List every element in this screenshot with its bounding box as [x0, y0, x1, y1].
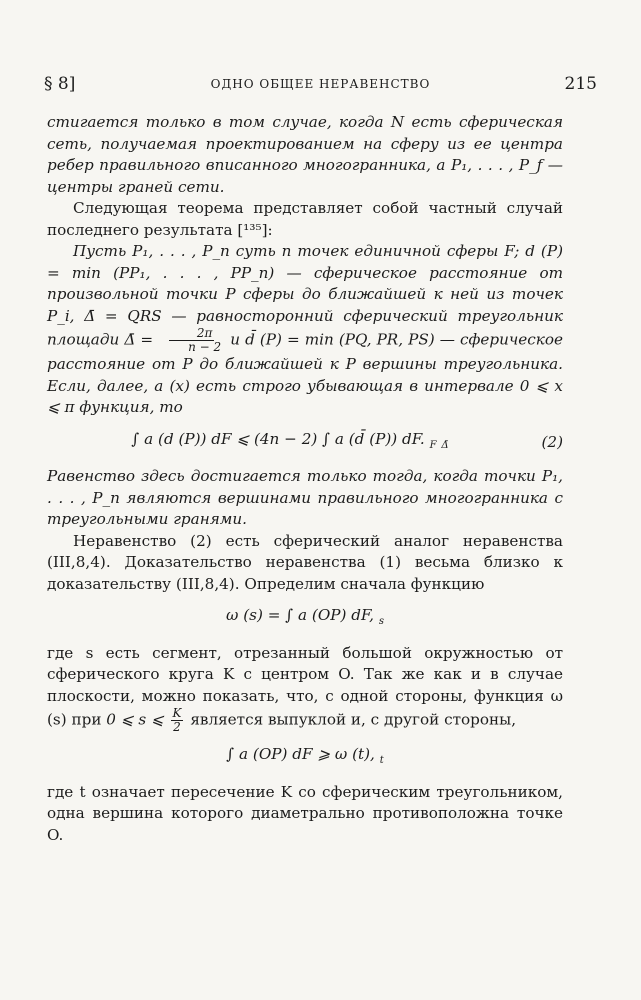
formula-4-text: ∫ a (OP) dF ⩾ ω (t),	[226, 745, 375, 763]
page-body	[47, 112, 563, 846]
formula-3-text: ω (s) = ∫ a (OP) dF,	[226, 606, 374, 624]
area-lhs: Δ̄ =	[124, 330, 154, 349]
formula-2	[47, 429, 533, 457]
theorem-part-b: и d̄ (P) = min (PQ, PR, PS) — сферическое расстояние от P до ближайшей к P вершины треугольника. Если, далее, a (x) есть строго убывающая в интервале 0 ⩽ x ⩽ π функция, то	[47, 330, 564, 416]
formula-3	[47, 605, 563, 633]
paragraph-7: где t означает пересечение K со сферическим треугольником, одна вершина которого диаметрально противоположна точке O.	[47, 782, 563, 844]
paragraph-1: стигается только в том случае, когда N есть сферическая сеть, получаемая проектированием на сферу из ее центра ребер правильного вписанного многогранника, а P₁, . . . , P_f — центры граней сети.	[47, 113, 563, 196]
paragraph-2: Следующая теорема представляет собой частный случай последнего результата [¹³⁵]:	[47, 199, 563, 239]
formula-2-line	[47, 429, 563, 457]
area-fraction	[160, 327, 223, 354]
chapter-title: ОДНО ОБЩЕЕ НЕРАВЕНСТВО	[210, 77, 431, 91]
interval-fraction-denominator: 2	[173, 720, 181, 734]
interval-fraction-numerator: K	[172, 706, 182, 720]
area-fraction-denominator: n − 2	[188, 340, 222, 354]
area-fraction-numerator: 2π	[169, 327, 215, 341]
paragraph-5: Неравенство (2) есть сферический аналог неравенства (III,8,4). Доказательство неравенства (1) весьма близко к доказательству (III,8,4). Определим сначала функцию	[47, 531, 563, 593]
page-number: 215	[564, 74, 597, 94]
section-marker: § 8]	[44, 74, 76, 94]
theorem-part-a: Пусть P₁, . . . , P_n суть n точек единичной сферы F; d (P) = min (PP₁, . . . , PP_n) — сферическое расстояние от произвольной точки P сферы до ближайшей к ней из точек P_i, Δ̄ = QRS — равносторонний сферический треугольник площади	[47, 242, 563, 349]
formula-3-sub: s	[378, 616, 384, 627]
paragraph-6	[47, 643, 563, 735]
paragraph-6-part-b: является выпуклой и, с другой стороны,	[190, 710, 517, 729]
theorem-statement	[47, 241, 563, 419]
equation-number: (2)	[541, 432, 563, 451]
formula-2-text: ∫ a (d (P)) dF ⩽ (4n − 2) ∫ a (d̄ (P)) dF.	[131, 429, 425, 448]
formula-2-sub-right: Δ̄	[441, 439, 449, 451]
interval-fraction	[171, 707, 184, 734]
interval-lhs: 0 ⩽ s ⩽	[106, 710, 164, 729]
formula-2-sub-left: F	[429, 439, 437, 451]
paragraph-equality: Равенство здесь достигается только тогда, когда точки P₁, . . . , P_n являются вершинами правильного многогранника с треугольными гранями.	[47, 467, 563, 528]
formula-4	[47, 744, 563, 772]
paragraph-6-part-a: где s есть сегмент, отрезанный большой окружностью от сферического круга K с центром O. Так же как и в случае плоскости, можно показать, что, с одной стороны, функция ω (s) при	[47, 643, 563, 729]
running-header	[44, 74, 597, 96]
formula-4-sub: t	[379, 755, 384, 766]
